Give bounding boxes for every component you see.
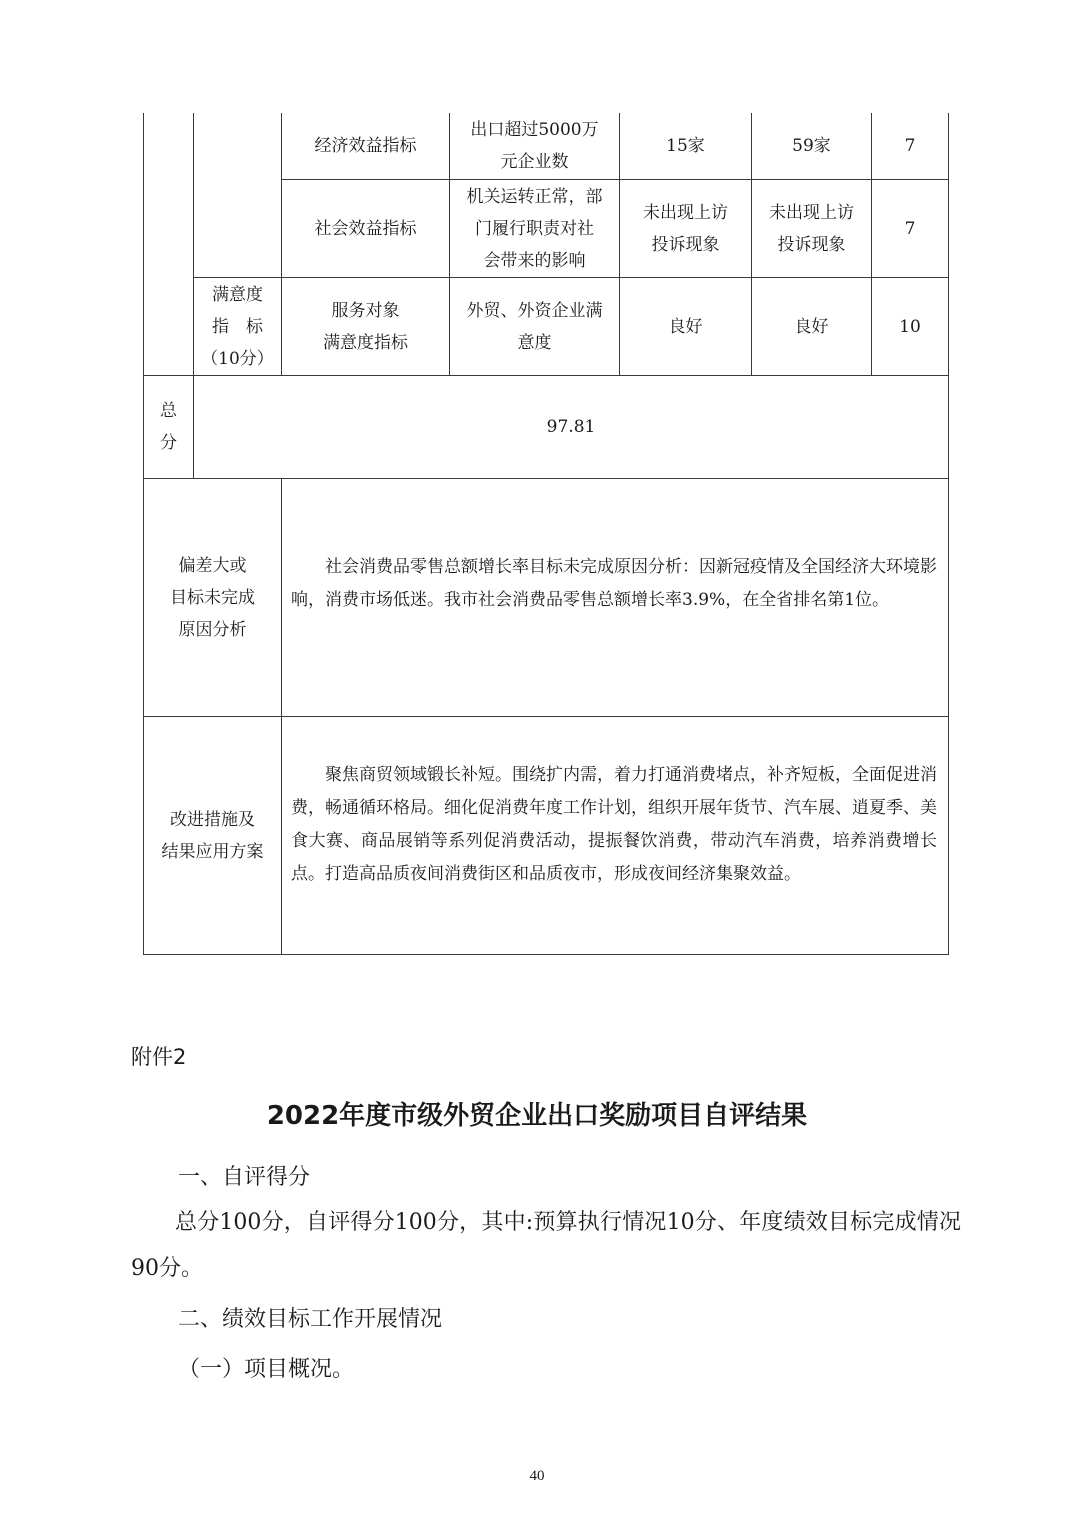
total-label: 总 分 [160, 401, 177, 453]
table-cell-actual: 良好 [794, 316, 829, 337]
table-cell-score: 10 [899, 316, 921, 337]
total-value: 97.81 [546, 417, 596, 437]
document-title: 2022年度市级外贸企业出口奖励项目自评结果 [266, 1101, 808, 1131]
improvement-text: 聚焦商贸领域锻长补短。围绕扩内需，着力打通消费堵点，补齐短板，全面促进消费，畅通循环格局。细化促消费年度工作计划，组织开展年货节、汽车展、逍夏季、美食大赛、商品展销等系列促消费活动，提振餐饮消费，带动汽车消费，培养消费增长点。打造高品质夜间消费街区和品质夜市，形成夜间经济集聚效益。 [291, 765, 937, 884]
table-cell-detail: 出口超过5000万 元企业数 [470, 120, 599, 172]
table-cell-actual: 未出现上访 投诉现象 [769, 202, 854, 255]
deviation-text: 社会消费品零售总额增长率目标未完成原因分析：因新冠疫情及全国经济大环境影响，消费市场低迷。我市社会消费品零售总额增长率3.9%，在全省排名第1位。 [291, 557, 937, 610]
table-cell-target: 15家 [666, 136, 705, 156]
table-rule [281, 478, 282, 955]
table-cell-indicator: 经济效益指标 [314, 136, 417, 156]
table-cell-indicator: 服务对象 满意度指标 [323, 300, 408, 353]
table-cell-actual: 59家 [792, 136, 831, 156]
attachment-label: 附件2 [131, 1045, 187, 1069]
table-cell-detail: 机关运转正常，部 门履行职责对社 会带来的影响 [466, 186, 603, 271]
subsection-heading: （一）项目概况。 [178, 1357, 355, 1382]
improvement-label: 改进措施及 结果应用方案 [161, 809, 264, 862]
table-cell-score: 7 [904, 218, 916, 239]
table-cell-indicator: 社会效益指标 [314, 218, 417, 239]
page-number: 40 [529, 1468, 545, 1484]
table-cell-target: 未出现上访 投诉现象 [643, 202, 728, 255]
table-rule [948, 113, 949, 955]
table-cell-target: 良好 [668, 316, 703, 337]
table-cell-detail: 外贸、外资企业满 意度 [466, 300, 603, 353]
score-paragraph: 总分100分，自评得分100分，其中:预算执行情况10分、年度绩效目标完成情况90分。 [131, 1210, 961, 1281]
table-cell-score: 7 [904, 136, 916, 156]
table-cell-category: 满意度 指 标 （10分） [201, 284, 274, 369]
section-heading-score: 一、自评得分 [178, 1165, 311, 1190]
section-heading-work: 二、绩效目标工作开展情况 [178, 1307, 443, 1332]
deviation-label: 偏差大或 目标未完成 原因分析 [170, 555, 255, 640]
table-rule [143, 954, 949, 955]
